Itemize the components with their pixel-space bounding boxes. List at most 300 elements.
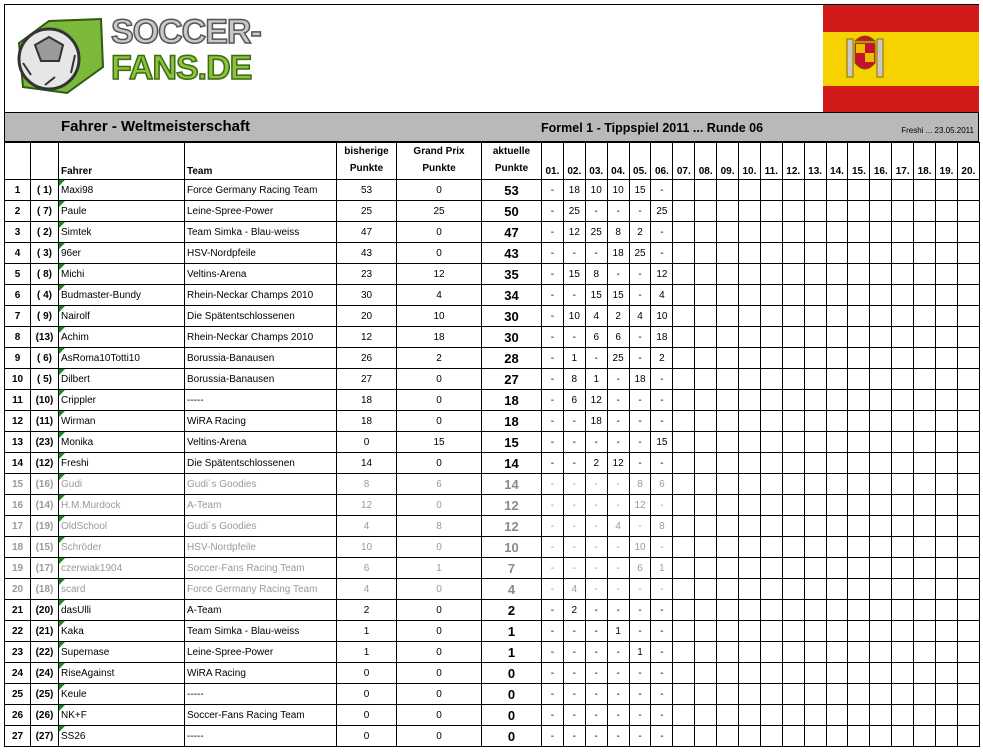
round-points-cell [892, 285, 914, 306]
round-points-cell [892, 621, 914, 642]
round-points-cell [892, 306, 914, 327]
round-points-cell: - [651, 705, 673, 726]
round-points-cell [804, 222, 826, 243]
round-points-cell [892, 390, 914, 411]
round-points-cell [848, 180, 870, 201]
round-points-cell [826, 474, 848, 495]
round-points-cell: - [607, 495, 629, 516]
current-points-header: aktuelle Punkte [482, 143, 542, 180]
round-points-cell [804, 180, 826, 201]
round-points-cell: - [651, 537, 673, 558]
round-points-cell: 8 [629, 474, 651, 495]
team-cell: Leine-Spree-Power [185, 201, 337, 222]
round-points-cell: - [563, 411, 585, 432]
round-points-cell [826, 558, 848, 579]
table-row [5, 726, 980, 747]
round-points-cell [782, 369, 804, 390]
round-points-cell: - [542, 600, 564, 621]
round-points-cell: - [542, 411, 564, 432]
round-points-cell [717, 222, 739, 243]
round-points-cell [870, 726, 892, 747]
round-points-cell [782, 180, 804, 201]
round-points-cell [957, 537, 979, 558]
round-points-cell [782, 453, 804, 474]
round-points-cell [870, 180, 892, 201]
round-points-cell [717, 390, 739, 411]
table-row [5, 663, 980, 684]
current-points-cell: 12 [482, 516, 542, 537]
team-cell: Borussia-Banausen [185, 348, 337, 369]
logo-text-line1: SOCCER- [111, 13, 261, 51]
round-points-cell [870, 537, 892, 558]
round-points-cell [892, 705, 914, 726]
round-points-cell: - [607, 600, 629, 621]
round-points-cell [936, 180, 958, 201]
current-points-cell: 1 [482, 621, 542, 642]
grand-prix-points-cell: 0 [397, 579, 482, 600]
round-points-cell [739, 453, 761, 474]
grand-prix-points-cell: 2 [397, 348, 482, 369]
round-points-cell [848, 243, 870, 264]
round-points-cell [804, 432, 826, 453]
team-cell: A-Team [185, 600, 337, 621]
round-points-cell [673, 327, 695, 348]
driver-name-cell: Simtek [59, 222, 185, 243]
round-points-cell: 18 [607, 243, 629, 264]
game-round-title: Formel 1 - Tippspiel 2011 ... Runde 06 [541, 121, 764, 135]
table-row [5, 411, 980, 432]
round-points-cell [717, 453, 739, 474]
round-header: 01. [542, 143, 564, 180]
round-points-cell [673, 663, 695, 684]
round-points-cell [695, 516, 717, 537]
round-points-cell: - [542, 180, 564, 201]
round-points-cell [804, 285, 826, 306]
table-row [5, 264, 980, 285]
round-points-cell [804, 264, 826, 285]
round-points-cell: - [607, 264, 629, 285]
round-points-cell [914, 369, 936, 390]
rank-cell: 16 [5, 495, 31, 516]
round-points-cell [848, 537, 870, 558]
round-points-cell [739, 516, 761, 537]
round-points-cell [804, 411, 826, 432]
team-cell: WiRA Racing [185, 663, 337, 684]
round-points-cell [804, 201, 826, 222]
round-points-cell: - [651, 495, 673, 516]
round-points-cell: 15 [629, 180, 651, 201]
round-points-cell [739, 705, 761, 726]
round-points-cell: 12 [563, 222, 585, 243]
round-points-cell [848, 705, 870, 726]
round-points-cell [717, 348, 739, 369]
round-points-cell [695, 369, 717, 390]
team-cell: Borussia-Banausen [185, 369, 337, 390]
round-points-cell [717, 243, 739, 264]
round-points-cell: 6 [651, 474, 673, 495]
round-points-cell [914, 432, 936, 453]
prev-rank-header [31, 143, 59, 180]
previous-rank-cell: (16) [31, 474, 59, 495]
round-points-cell [870, 306, 892, 327]
previous-points-cell: 14 [337, 453, 397, 474]
table-row [5, 222, 980, 243]
current-points-cell: 43 [482, 243, 542, 264]
team-cell: Die Spätentschlossenen [185, 453, 337, 474]
previous-points-cell: 4 [337, 579, 397, 600]
round-points-cell [936, 411, 958, 432]
grand-prix-points-cell: 0 [397, 453, 482, 474]
round-points-cell: - [607, 684, 629, 705]
table-row [5, 453, 980, 474]
round-points-cell: - [585, 495, 607, 516]
round-points-cell [870, 264, 892, 285]
team-cell: HSV-Nordpfeile [185, 243, 337, 264]
round-points-cell [739, 243, 761, 264]
round-points-cell: 18 [585, 411, 607, 432]
round-points-cell [936, 243, 958, 264]
round-points-cell [936, 684, 958, 705]
round-points-cell [760, 306, 782, 327]
round-points-cell [717, 579, 739, 600]
team-cell: Veltins-Arena [185, 264, 337, 285]
round-points-cell: - [563, 474, 585, 495]
round-points-cell [848, 558, 870, 579]
round-points-cell [826, 537, 848, 558]
round-points-cell [760, 705, 782, 726]
round-points-cell: - [585, 705, 607, 726]
round-points-cell: 6 [585, 327, 607, 348]
round-points-cell [892, 222, 914, 243]
team-cell: Die Spätentschlossenen [185, 306, 337, 327]
round-points-cell [826, 411, 848, 432]
driver-name-cell: RiseAgainst [59, 663, 185, 684]
rank-cell: 19 [5, 558, 31, 579]
driver-name-cell: Keule [59, 684, 185, 705]
previous-rank-cell: (14) [31, 495, 59, 516]
team-cell: ----- [185, 390, 337, 411]
round-points-cell [717, 537, 739, 558]
table-row [5, 306, 980, 327]
site-logo[interactable] [15, 13, 261, 95]
team-cell: Gudi´s Goodies [185, 474, 337, 495]
round-points-cell: - [651, 663, 673, 684]
previous-points-cell: 6 [337, 558, 397, 579]
round-points-cell: - [542, 705, 564, 726]
round-points-cell [717, 285, 739, 306]
rank-cell: 24 [5, 663, 31, 684]
round-points-cell: - [585, 243, 607, 264]
round-points-cell: - [542, 453, 564, 474]
round-header: 20. [957, 143, 979, 180]
round-points-cell: - [542, 516, 564, 537]
round-points-cell [914, 243, 936, 264]
grand-prix-points-cell: 0 [397, 684, 482, 705]
round-header: 18. [914, 143, 936, 180]
round-points-cell [826, 705, 848, 726]
round-points-cell [914, 222, 936, 243]
round-points-cell: - [542, 663, 564, 684]
round-points-cell [739, 327, 761, 348]
current-points-cell: 30 [482, 306, 542, 327]
previous-points-cell: 18 [337, 411, 397, 432]
round-points-cell [826, 726, 848, 747]
round-points-cell [957, 579, 979, 600]
round-points-cell [957, 222, 979, 243]
round-points-cell [892, 537, 914, 558]
round-points-cell [826, 201, 848, 222]
round-points-cell [695, 621, 717, 642]
round-points-cell [957, 600, 979, 621]
round-points-cell [782, 537, 804, 558]
round-points-cell [804, 726, 826, 747]
round-points-cell [804, 705, 826, 726]
driver-name-cell: OldSchool [59, 516, 185, 537]
round-points-cell [914, 285, 936, 306]
current-points-cell: 18 [482, 411, 542, 432]
rank-cell: 4 [5, 243, 31, 264]
round-points-cell [848, 201, 870, 222]
grand-prix-points-cell: 0 [397, 390, 482, 411]
round-points-cell: - [651, 369, 673, 390]
round-points-cell [957, 642, 979, 663]
round-points-cell: 10 [651, 306, 673, 327]
current-points-cell: 27 [482, 369, 542, 390]
round-points-cell: - [563, 684, 585, 705]
round-points-cell: - [585, 642, 607, 663]
driver-name-cell: SS26 [59, 726, 185, 747]
round-points-cell [936, 705, 958, 726]
round-points-cell: 6 [607, 327, 629, 348]
driver-name-cell: dasUlli [59, 600, 185, 621]
round-points-cell: - [607, 579, 629, 600]
round-points-cell [804, 621, 826, 642]
round-points-cell: - [629, 390, 651, 411]
round-points-cell [914, 600, 936, 621]
round-points-cell [957, 180, 979, 201]
rank-cell: 6 [5, 285, 31, 306]
round-points-cell [782, 306, 804, 327]
round-points-cell [892, 726, 914, 747]
rank-header [5, 143, 31, 180]
round-points-cell [848, 222, 870, 243]
current-points-cell: 4 [482, 579, 542, 600]
round-points-cell: - [607, 726, 629, 747]
round-points-cell [826, 369, 848, 390]
round-points-cell: 2 [585, 453, 607, 474]
round-points-cell: - [651, 726, 673, 747]
previous-points-cell: 1 [337, 642, 397, 663]
round-points-cell: - [629, 348, 651, 369]
round-points-cell [739, 474, 761, 495]
round-points-cell [870, 579, 892, 600]
round-points-cell [695, 537, 717, 558]
previous-points-cell: 27 [337, 369, 397, 390]
round-points-cell [760, 243, 782, 264]
round-points-cell [914, 495, 936, 516]
table-row [5, 516, 980, 537]
round-points-cell [782, 432, 804, 453]
previous-rank-cell: (12) [31, 453, 59, 474]
round-points-cell [782, 327, 804, 348]
driver-name-cell: Paule [59, 201, 185, 222]
round-points-cell [914, 453, 936, 474]
driver-name-cell: Budmaster-Bundy [59, 285, 185, 306]
team-cell: Force Germany Racing Team [185, 180, 337, 201]
round-points-cell [760, 537, 782, 558]
round-points-cell [892, 201, 914, 222]
round-points-cell [892, 600, 914, 621]
round-points-cell [892, 558, 914, 579]
round-points-cell [673, 516, 695, 537]
round-points-cell [957, 264, 979, 285]
driver-header: Fahrer [59, 143, 185, 180]
round-points-cell [826, 600, 848, 621]
round-points-cell [936, 537, 958, 558]
round-points-cell [717, 411, 739, 432]
round-points-cell [760, 579, 782, 600]
round-points-cell [870, 642, 892, 663]
round-points-cell [695, 348, 717, 369]
round-header: 12. [782, 143, 804, 180]
round-points-cell [914, 579, 936, 600]
round-points-cell [673, 621, 695, 642]
round-points-cell: - [629, 411, 651, 432]
previous-rank-cell: ( 4) [31, 285, 59, 306]
table-row [5, 705, 980, 726]
round-points-cell [739, 285, 761, 306]
round-points-cell [892, 348, 914, 369]
grand-prix-points-cell: 12 [397, 264, 482, 285]
round-points-cell [914, 180, 936, 201]
round-points-cell [782, 684, 804, 705]
round-points-cell [936, 600, 958, 621]
round-points-cell [739, 432, 761, 453]
round-points-cell: - [542, 579, 564, 600]
current-points-cell: 53 [482, 180, 542, 201]
round-points-cell [717, 684, 739, 705]
round-points-cell [782, 243, 804, 264]
driver-name-cell: Crippler [59, 390, 185, 411]
round-points-cell: - [542, 327, 564, 348]
previous-rank-cell: (23) [31, 432, 59, 453]
round-points-cell [782, 222, 804, 243]
round-points-cell [957, 201, 979, 222]
table-row [5, 180, 980, 201]
table-row [5, 327, 980, 348]
grand-prix-points-cell: 0 [397, 411, 482, 432]
round-points-cell [695, 390, 717, 411]
round-points-cell [717, 663, 739, 684]
round-points-cell [826, 642, 848, 663]
round-points-cell [804, 537, 826, 558]
round-points-cell [739, 495, 761, 516]
rank-cell: 5 [5, 264, 31, 285]
round-points-cell [826, 684, 848, 705]
round-points-cell: - [563, 285, 585, 306]
round-points-cell [739, 306, 761, 327]
round-points-cell: - [629, 432, 651, 453]
round-header: 06. [651, 143, 673, 180]
driver-name-cell: AsRoma10Totti10 [59, 348, 185, 369]
round-points-cell [782, 579, 804, 600]
round-points-cell [739, 558, 761, 579]
title-bar [4, 112, 979, 142]
round-points-cell [914, 327, 936, 348]
rank-cell: 18 [5, 537, 31, 558]
round-points-cell [870, 222, 892, 243]
round-points-cell [673, 306, 695, 327]
round-points-cell [804, 453, 826, 474]
round-points-cell [673, 285, 695, 306]
round-points-cell [914, 663, 936, 684]
rank-cell: 2 [5, 201, 31, 222]
round-points-cell [739, 264, 761, 285]
round-points-cell [673, 348, 695, 369]
round-header: 05. [629, 143, 651, 180]
round-points-cell: - [542, 642, 564, 663]
driver-name-cell: Michi [59, 264, 185, 285]
round-points-cell: - [629, 726, 651, 747]
rank-cell: 17 [5, 516, 31, 537]
round-points-cell [760, 621, 782, 642]
rank-cell: 26 [5, 705, 31, 726]
round-header: 19. [936, 143, 958, 180]
round-points-cell [717, 474, 739, 495]
round-points-cell [892, 516, 914, 537]
driver-name-cell: Supernase [59, 642, 185, 663]
round-points-cell [870, 348, 892, 369]
round-points-cell [936, 495, 958, 516]
round-points-cell [936, 474, 958, 495]
round-points-cell [760, 600, 782, 621]
team-header: Team [185, 143, 337, 180]
standings-table [4, 142, 980, 747]
round-points-cell [870, 411, 892, 432]
round-points-cell [739, 369, 761, 390]
previous-points-cell: 47 [337, 222, 397, 243]
round-points-cell: - [629, 201, 651, 222]
table-row [5, 390, 980, 411]
rank-cell: 25 [5, 684, 31, 705]
round-points-cell [957, 285, 979, 306]
round-points-cell [739, 726, 761, 747]
round-points-cell [936, 285, 958, 306]
round-points-cell: 6 [563, 390, 585, 411]
round-points-cell: - [585, 726, 607, 747]
round-points-cell [914, 411, 936, 432]
round-points-cell: 18 [651, 327, 673, 348]
previous-rank-cell: ( 8) [31, 264, 59, 285]
previous-points-cell: 8 [337, 474, 397, 495]
table-row [5, 369, 980, 390]
round-points-cell [957, 306, 979, 327]
round-points-cell [826, 306, 848, 327]
round-points-cell [739, 411, 761, 432]
round-points-cell [739, 222, 761, 243]
round-points-cell [760, 558, 782, 579]
driver-name-cell: Freshi [59, 453, 185, 474]
round-points-cell [957, 348, 979, 369]
table-row [5, 579, 980, 600]
round-points-cell [717, 327, 739, 348]
driver-name-cell: Achim [59, 327, 185, 348]
current-points-cell: 10 [482, 537, 542, 558]
round-points-cell [673, 453, 695, 474]
rank-cell: 14 [5, 453, 31, 474]
round-points-cell [804, 600, 826, 621]
round-points-cell [848, 495, 870, 516]
